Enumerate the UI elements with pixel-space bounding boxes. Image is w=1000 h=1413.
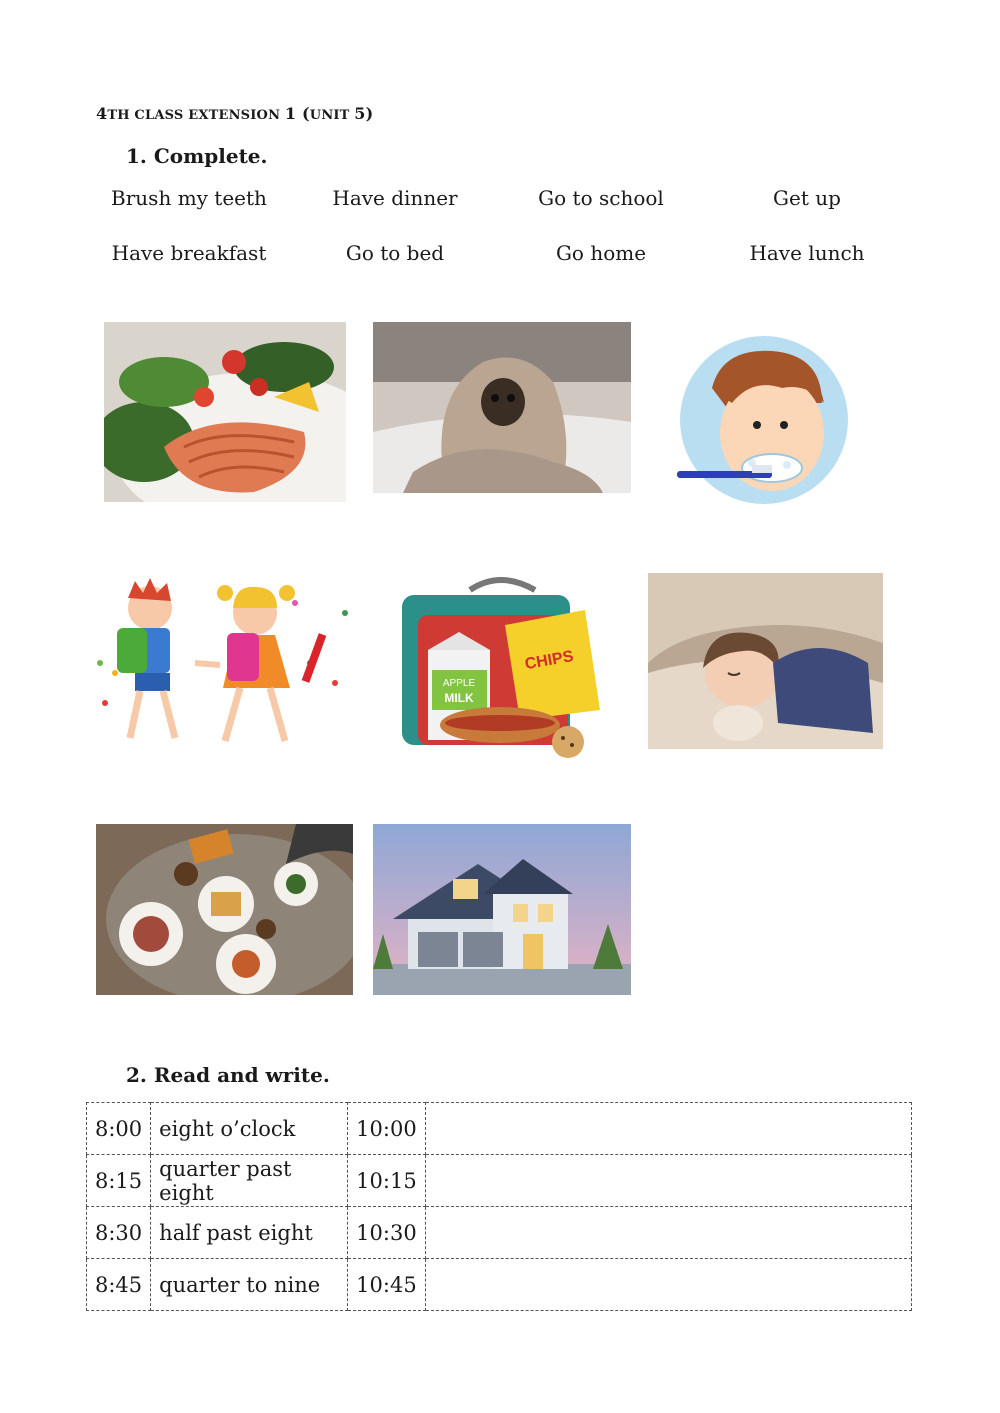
table-row [87,1103,912,1155]
time2-cell: 10:45 [348,1259,426,1311]
header-paren: ( [296,104,310,123]
time-words-cell: eight o’clock [151,1103,348,1155]
go-to-bed-pug-image [373,322,631,493]
table-row [87,1259,912,1311]
time-words-cell: half past eight [151,1207,348,1259]
time2-cell: 10:00 [348,1103,426,1155]
word-go-home: Go home [555,241,647,265]
milk-label-milk: MILK [444,691,474,705]
time-cell: 8:30 [87,1207,151,1259]
answer-cell[interactable] [425,1207,911,1259]
go-home-house-image [373,824,631,995]
word-get-up: Get up [773,186,841,210]
milk-label-apple: APPLE [442,678,476,689]
brush-teeth-image [672,333,854,506]
section-1-title: 1. Complete. [126,144,268,168]
header-number: 1 [284,104,297,123]
table-row [87,1155,912,1207]
answer-cell[interactable] [425,1155,911,1207]
answer-cell[interactable] [425,1259,911,1311]
worksheet-header [96,104,373,123]
section-2-title: 2. Read and write. [126,1063,330,1087]
dinner-image [104,322,346,502]
header-unit-number: 5 [354,104,366,123]
have-breakfast-image [96,824,353,995]
word-go-to-bed: Go to bed [345,241,445,265]
go-to-school-image [95,573,357,749]
time-cell: 8:45 [87,1259,151,1311]
time-cell: 8:15 [87,1155,151,1207]
time-words-cell: quarter to nine [151,1259,348,1311]
header-lead: 4 [96,104,108,123]
time2-cell: 10:30 [348,1207,426,1259]
time2-cell: 10:15 [348,1155,426,1207]
table-row [87,1207,912,1259]
times-table [86,1102,912,1311]
word-have-lunch: Have lunch [749,241,865,265]
header-close: ) [365,104,374,123]
have-lunch-image [400,570,612,762]
time-cell: 8:00 [87,1103,151,1155]
word-go-to-school: Go to school [538,186,664,210]
header-unit-text: UNIT [309,108,355,123]
get-up-sleeping-child-image [648,573,883,749]
word-have-dinner: Have dinner [332,186,458,210]
word-brush-my-teeth: Brush my teeth [111,186,267,210]
header-class-text: TH CLASS EXTENSION [107,108,285,123]
word-have-breakfast: Have breakfast [111,241,267,265]
chips-label: CHIPS [523,647,575,674]
time-words-cell: quarter past eight [151,1155,348,1207]
answer-cell[interactable] [425,1103,911,1155]
